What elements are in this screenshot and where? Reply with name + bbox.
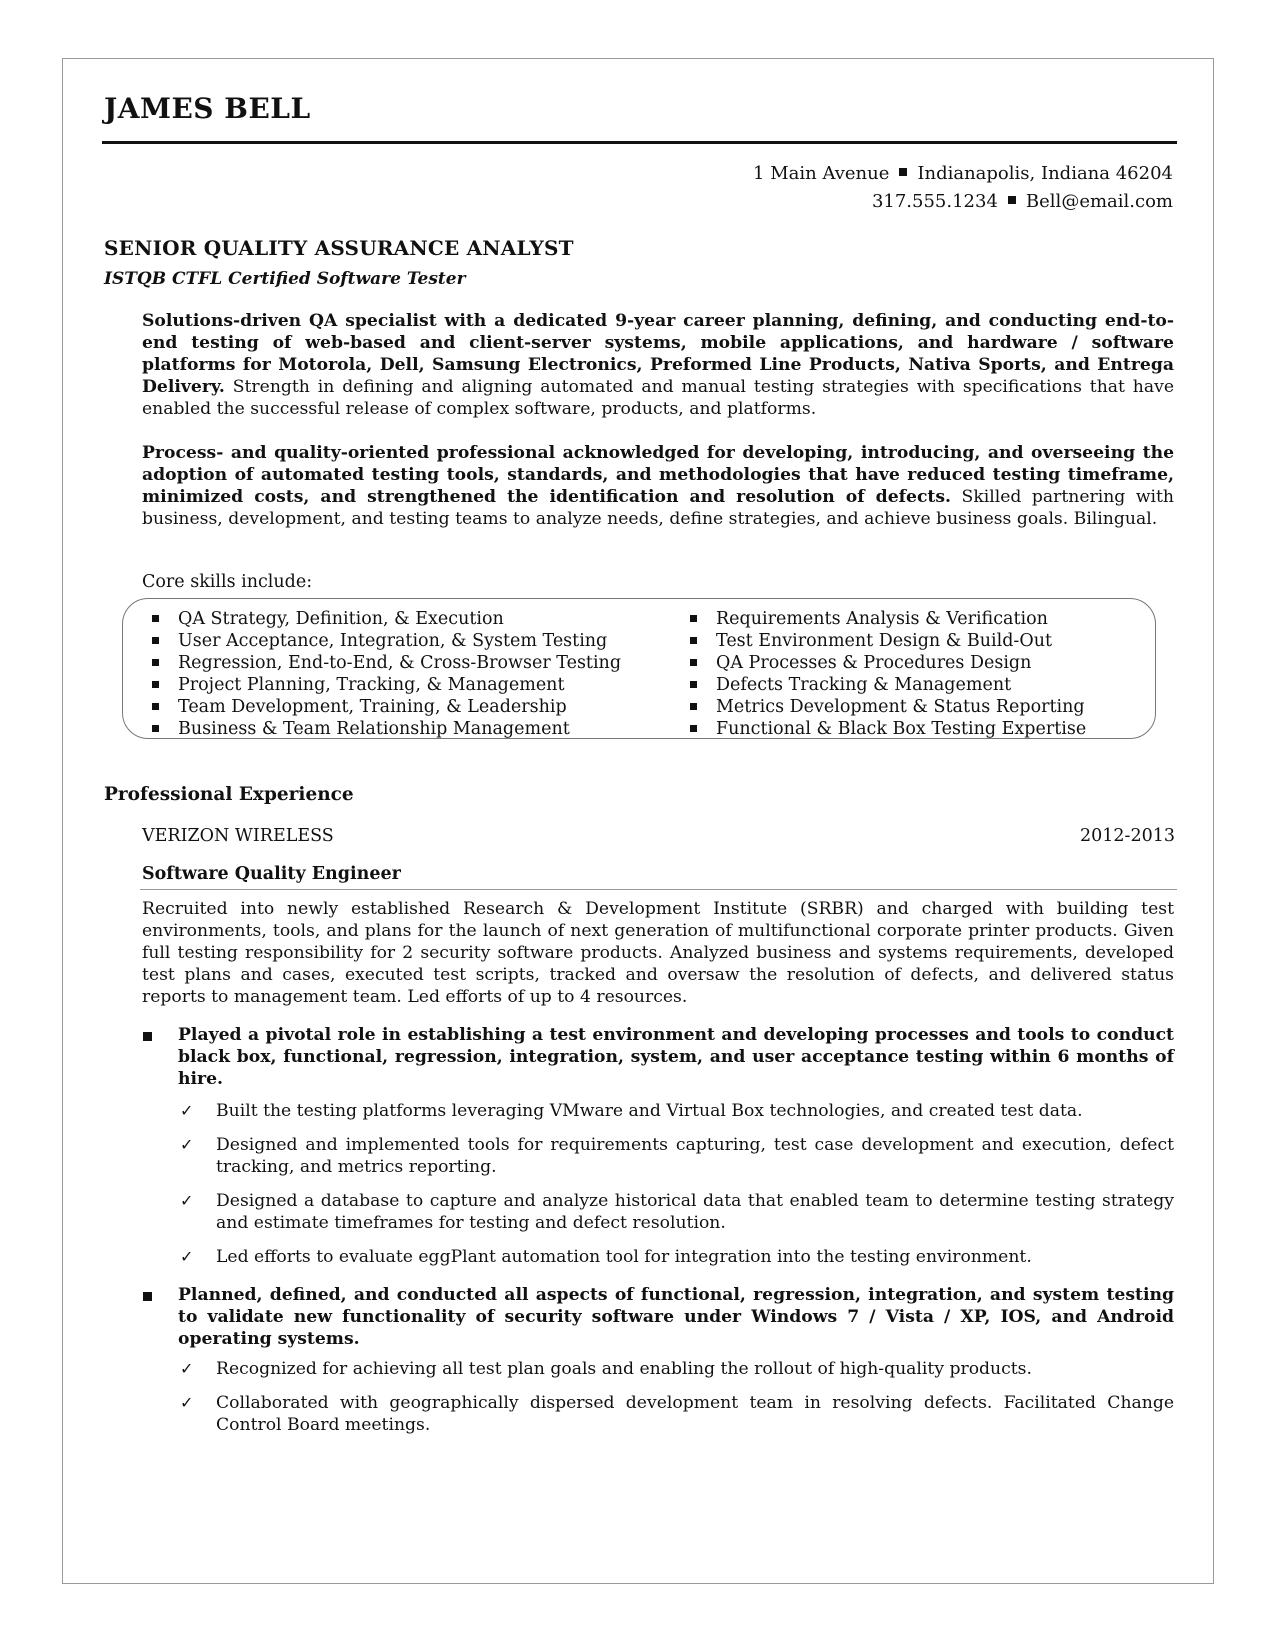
square-bullet-icon xyxy=(690,659,697,666)
skill-label: Business & Team Relationship Management xyxy=(178,719,570,739)
detail-item: Built the testing platforms leveraging VMware and Virtual Box technologies, and created test data. xyxy=(216,1101,1083,1121)
achievement-2: Planned, defined, and conducted all aspects of functional, regression, integration, and system testing to validate new functionality of security software under Windows 7 / Vista / XP, IOS, and Android operating systems. xyxy=(178,1285,1174,1349)
detail-item: Collaborated with geographically dispersed development team in resolving defects. Facilitated Change Control Board meetings. xyxy=(216,1393,1174,1435)
checkmark-icon: ✓ xyxy=(180,1393,194,1412)
skill-label: User Acceptance, Integration, & System Testing xyxy=(178,631,608,651)
detail-item: Recognized for achieving all test plan goals and enabling the rollout of high-quality products. xyxy=(216,1359,1032,1379)
skill-label: Team Development, Training, & Leadership xyxy=(178,697,567,717)
skills-list-right xyxy=(690,608,1086,740)
core-skills-label: Core skills include: xyxy=(142,572,313,592)
skill-label: Metrics Development & Status Reporting xyxy=(716,697,1085,717)
skill-label: QA Strategy, Definition, & Execution xyxy=(178,609,504,629)
detail-item: Designed a database to capture and analyze historical data that enabled team to determine testing strategy and estimate timeframes for testing and defect resolution. xyxy=(216,1191,1174,1233)
certification-line: ISTQB CTFL Certified Software Tester xyxy=(104,269,466,289)
address-line xyxy=(753,160,1173,188)
skill-item xyxy=(152,718,621,740)
skill-item xyxy=(152,696,621,718)
skill-item xyxy=(690,674,1086,696)
job-title: Software Quality Engineer xyxy=(142,864,401,884)
square-bullet-icon xyxy=(690,681,697,688)
employment-dates: 2012-2013 xyxy=(1080,826,1175,846)
square-bullet-icon xyxy=(152,615,159,622)
phone-email-line xyxy=(753,188,1173,216)
summary-2-rest: Skilled partnering with business, development, and testing teams to analyze needs, define strategies, and achieve business goals. Bilingual. xyxy=(142,487,1174,529)
summary-paragraph-1 xyxy=(142,310,1174,420)
square-bullet-icon xyxy=(152,703,159,710)
square-bullet-icon xyxy=(152,659,159,666)
square-bullet-icon xyxy=(143,1032,152,1041)
separator-square-icon xyxy=(899,168,907,176)
skill-item xyxy=(690,718,1086,740)
job-title-divider xyxy=(140,889,1177,890)
phone-number: 317.555.1234 xyxy=(871,191,998,212)
skills-list-left xyxy=(152,608,621,740)
skill-item xyxy=(690,696,1086,718)
summary-1-rest: Strength in defining and aligning automated and manual testing strategies with specifications that have enabled the successful release of complex software, products, and platforms. xyxy=(142,377,1174,419)
skill-label: Regression, End-to-End, & Cross-Browser Testing xyxy=(178,653,622,673)
summary-paragraph-2 xyxy=(142,442,1174,530)
square-bullet-icon xyxy=(152,637,159,644)
skill-item xyxy=(152,674,621,696)
square-bullet-icon xyxy=(690,725,697,732)
email-address[interactable]: Bell@email.com xyxy=(1025,191,1173,212)
employer-name: VERIZON WIRELESS xyxy=(142,826,334,846)
checkmark-icon: ✓ xyxy=(180,1135,194,1154)
job-description: Recruited into newly established Research & Development Institute (SRBR) and charged with building test environments, tools, and plans for the launch of next generation of multifunctional corporate printer products. Given full testing responsibility for 2 security software products. Analyzed business and systems requirements, developed test plans and cases, executed test scripts, tracked and oversaw the resolution of defects, and delivered status reports to management team. Led efforts of up to 4 resources. xyxy=(142,899,1174,1007)
square-bullet-icon xyxy=(143,1292,152,1301)
skill-label: Test Environment Design & Build-Out xyxy=(716,631,1052,651)
square-bullet-icon xyxy=(690,615,697,622)
skill-label: Defects Tracking & Management xyxy=(716,675,1012,695)
skill-label: Functional & Black Box Testing Expertise xyxy=(716,719,1087,739)
skill-label: Requirements Analysis & Verification xyxy=(716,609,1048,629)
separator-square-icon xyxy=(1008,196,1016,204)
name-divider xyxy=(102,141,1177,144)
square-bullet-icon xyxy=(152,725,159,732)
candidate-name: JAMES BELL xyxy=(104,92,311,125)
skill-item xyxy=(690,608,1086,630)
skill-label: Project Planning, Tracking, & Management xyxy=(178,675,565,695)
skill-item xyxy=(152,652,621,674)
square-bullet-icon xyxy=(690,637,697,644)
checkmark-icon: ✓ xyxy=(180,1359,194,1378)
skill-label: QA Processes & Procedures Design xyxy=(716,653,1032,673)
checkmark-icon: ✓ xyxy=(180,1101,194,1120)
summary-2-bold: Process- and quality-oriented professional acknowledged for developing, introducing, and overseeing the adoption of automated testing tools, standards, and methodologies that have reduced testing timeframe, minimized costs, and strengthened the identification and resolution of defects. xyxy=(142,443,1174,507)
contact-block xyxy=(753,160,1173,216)
square-bullet-icon xyxy=(152,681,159,688)
skill-item xyxy=(152,608,621,630)
checkmark-icon: ✓ xyxy=(180,1191,194,1210)
detail-item: Led efforts to evaluate eggPlant automation tool for integration into the testing environment. xyxy=(216,1247,1032,1267)
skill-item xyxy=(152,630,621,652)
square-bullet-icon xyxy=(690,703,697,710)
summary-1-bold: Solutions-driven QA specialist with a dedicated 9-year career planning, defining, and conducting end-to-end testing of web-based and client-server systems, mobile applications, and hardware / software platforms for Motorola, Dell, Samsung Electronics, Preformed Line Products, Nativa Sports, and Entrega Delivery. xyxy=(142,311,1174,397)
street-address: 1 Main Avenue xyxy=(753,163,890,184)
professional-headline: SENIOR QUALITY ASSURANCE ANALYST xyxy=(104,236,574,260)
skill-item xyxy=(690,652,1086,674)
experience-section-title: Professional Experience xyxy=(104,784,354,805)
city-state-zip: Indianapolis, Indiana 46204 xyxy=(917,163,1173,184)
skill-item xyxy=(690,630,1086,652)
detail-item: Designed and implemented tools for requirements capturing, test case development and execution, defect tracking, and metrics reporting. xyxy=(216,1135,1174,1177)
checkmark-icon: ✓ xyxy=(180,1247,194,1266)
achievement-1: Played a pivotal role in establishing a test environment and developing processes and tools to conduct black box, functional, regression, integration, system, and user acceptance testing within 6 months of hire. xyxy=(178,1025,1174,1089)
